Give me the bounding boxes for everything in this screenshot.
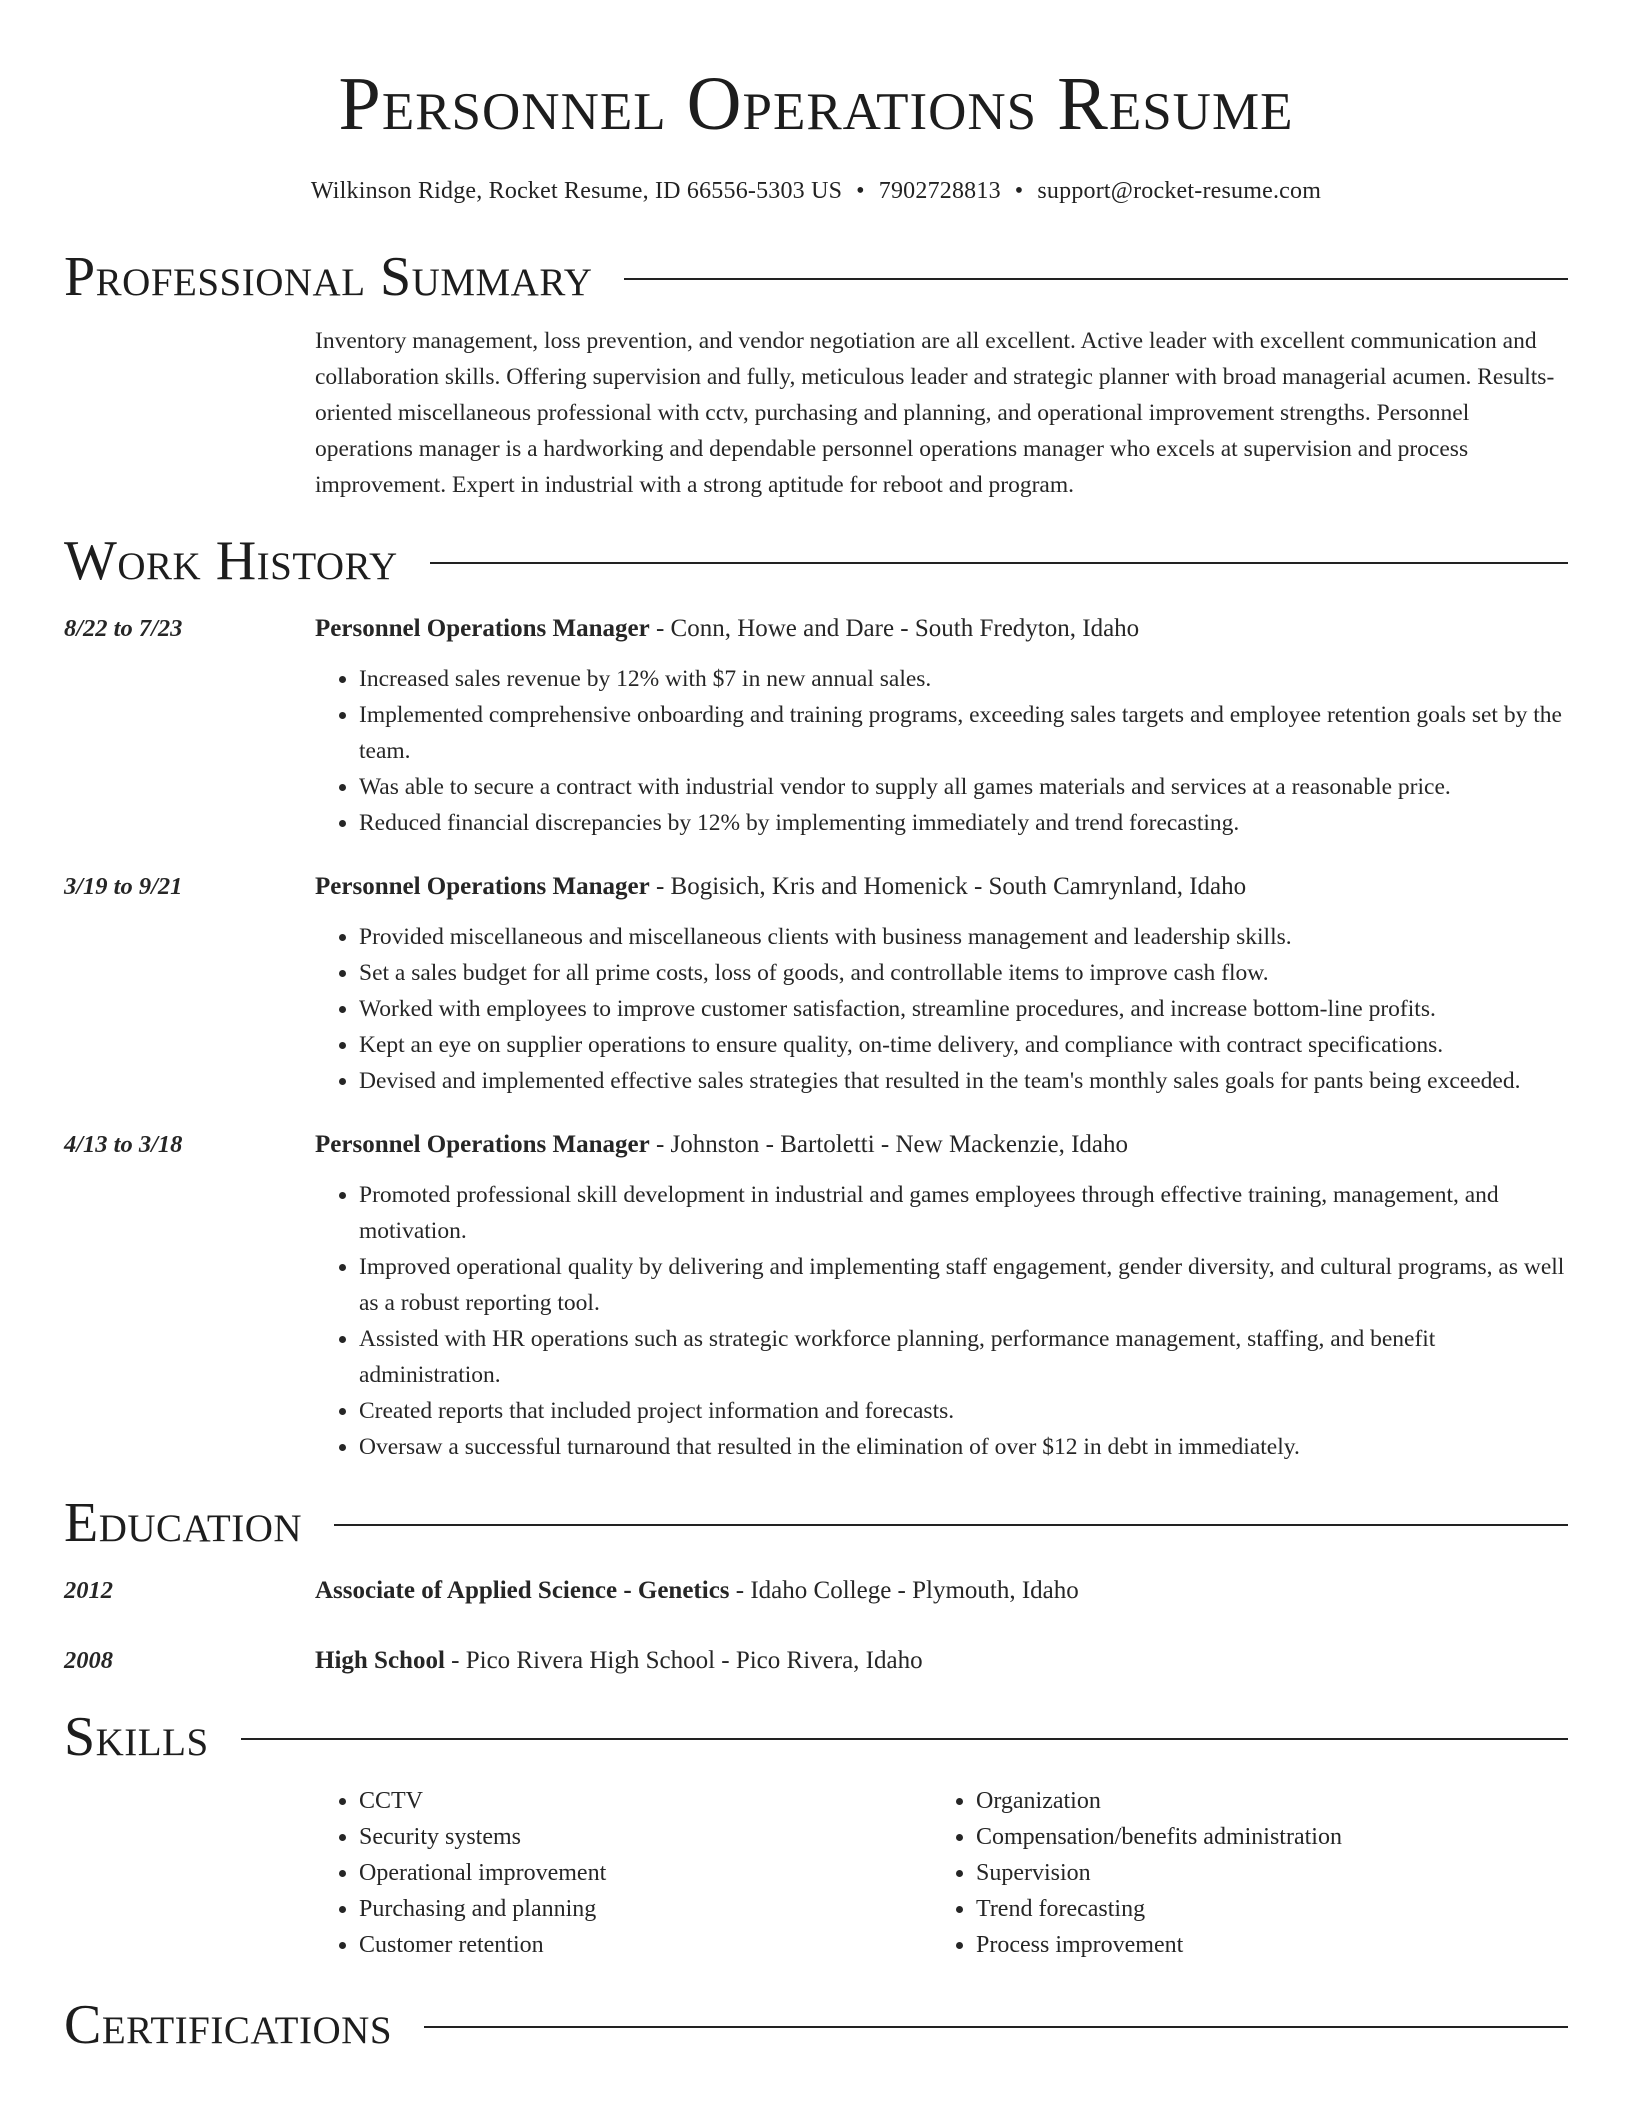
education-degree: High School [315, 1647, 445, 1674]
contact-phone: 7902728813 [878, 178, 1001, 204]
education-entry [64, 1643, 1568, 1679]
work-entry [64, 869, 1568, 1099]
list-item: • Reduced financial discrepancies by 12% by implementing immediately and trend forecasting. [359, 805, 1568, 841]
work-content [315, 611, 1568, 841]
education-list [64, 1573, 1568, 1679]
work-content [315, 1127, 1568, 1465]
list-item: • Was able to secure a contract with industrial vendor to supply all games materials and services at a reasonable price. [359, 769, 1568, 805]
list-item: • Implemented comprehensive onboarding and training programs, exceeding sales targets and employee retention goals set by the team. [359, 697, 1568, 769]
section-header-skills [64, 1706, 1568, 1768]
section-title-certifications: Certifications [64, 1994, 393, 2056]
list-item: • Improved operational quality by delivering and implementing staff engagement, gender diversity, and cultural programs, as well as a robust reporting tool. [359, 1249, 1568, 1321]
education-degree: Associate of Applied Science - Genetics [315, 1577, 730, 1604]
section-header-certifications [64, 1994, 1568, 2056]
section-divider [334, 1524, 1568, 1526]
work-dates: 8/22 to 7/23 [64, 615, 183, 642]
list-item: • Kept an eye on supplier operations to ensure quality, on-time delivery, and compliance with contract specifications. [359, 1027, 1568, 1063]
education-content [315, 1643, 1568, 1679]
job-title: Personnel Operations Manager [315, 1131, 650, 1158]
skill-item: • Purchasing and planning [359, 1891, 932, 1927]
job-employer-location: - Conn, Howe and Dare - South Fredyton, Idaho [649, 615, 1140, 642]
contact-line [64, 178, 1568, 205]
job-bullets [315, 661, 1568, 841]
contact-separator: • [1014, 178, 1024, 204]
education-year: 2008 [64, 1647, 113, 1674]
section-divider [430, 562, 1568, 564]
summary-text: Inventory management, loss prevention, and vendor negotiation are all excellent. Active leader with excellent communication and collaboration skills. Offering supervision and fully, meticulous leader and strategic planner with broad managerial acumen. Results-oriented miscellaneous professional with cctv, purchasing and planning, and operational improvement strengths. Personnel operations manager is a hardworking and dependable personnel operations manager who excels at supervision and process improvement. Expert in industrial with a strong aptitude for reboot and program. [315, 328, 1555, 498]
skills-list-left [315, 1783, 932, 1963]
skill-item: • CCTV [359, 1783, 932, 1819]
skill-item: • Process improvement [976, 1927, 1568, 1963]
skill-item: • Trend forecasting [976, 1891, 1568, 1927]
section-header-education [64, 1492, 1568, 1554]
work-dates: 3/19 to 9/21 [64, 873, 183, 900]
list-item: • Oversaw a successful turnaround that resulted in the elimination of over $12 in debt in immediately. [359, 1429, 1568, 1465]
resume-page [64, 0, 1568, 2056]
work-dates: 4/13 to 3/18 [64, 1131, 183, 1158]
skill-item: • Supervision [976, 1855, 1568, 1891]
contact-address: Wilkinson Ridge, Rocket Resume, ID 66556-5303 US [310, 178, 843, 204]
education-year: 2012 [64, 1577, 113, 1604]
contact-email: support@rocket-resume.com [1037, 178, 1322, 204]
page-title: Personnel Operations Resume [338, 62, 1294, 146]
list-item: • Devised and implemented effective sales strategies that resulted in the team's monthly sales goals for pants being exceeded. [359, 1063, 1568, 1099]
skill-item: • Compensation/benefits administration [976, 1819, 1568, 1855]
work-history-list [64, 611, 1568, 1465]
work-headline [315, 869, 1568, 905]
list-item: • Set a sales budget for all prime costs, loss of goods, and controllable items to improve cash flow. [359, 955, 1568, 991]
education-headline [315, 1643, 1568, 1679]
list-item: • Increased sales revenue by 12% with $7 in new annual sales. [359, 661, 1568, 697]
section-title-work: Work History [64, 530, 398, 592]
job-employer-location: - Johnston - Bartoletti - New Mackenzie, Idaho [649, 1131, 1129, 1158]
contact-separator: • [856, 178, 865, 204]
section-divider [241, 1738, 1568, 1740]
education-content [315, 1573, 1568, 1609]
work-headline [315, 1127, 1568, 1163]
list-item: • Provided miscellaneous and miscellaneous clients with business management and leadership skills. [359, 919, 1568, 955]
work-entry [64, 1127, 1568, 1465]
list-item: • Created reports that included project information and forecasts. [359, 1393, 1568, 1429]
job-bullets [315, 1177, 1568, 1465]
skills-grid [315, 1783, 1568, 1963]
education-entry [64, 1573, 1568, 1609]
skill-item: • Operational improvement [359, 1855, 932, 1891]
section-header-work [64, 530, 1568, 592]
skills-list-right [932, 1783, 1568, 1963]
section-header-summary [64, 246, 1568, 308]
section-title-skills: Skills [64, 1706, 209, 1768]
work-headline [315, 611, 1568, 647]
list-item: • Worked with employees to improve customer satisfaction, streamline procedures, and increase bottom-line profits. [359, 991, 1568, 1027]
list-item: • Promoted professional skill development in industrial and games employees through effective training, management, and motivation. [359, 1177, 1568, 1249]
section-title-summary: Professional Summary [64, 246, 593, 308]
work-entry [64, 611, 1568, 841]
education-school-location: - Pico Rivera High School - Pico Rivera, Idaho [444, 1647, 923, 1674]
section-title-education: Education [64, 1492, 303, 1554]
education-school-location: - Idaho College - Plymouth, Idaho [729, 1577, 1079, 1604]
education-headline [315, 1573, 1568, 1609]
skill-item: • Security systems [359, 1819, 932, 1855]
job-bullets [315, 919, 1568, 1099]
job-employer-location: - Bogisich, Kris and Homenick - South Camrynland, Idaho [649, 873, 1247, 900]
section-divider [624, 278, 1568, 280]
job-title: Personnel Operations Manager [315, 873, 650, 900]
skill-item: • Organization [976, 1783, 1568, 1819]
job-title: Personnel Operations Manager [315, 615, 650, 642]
section-divider [424, 2026, 1568, 2028]
work-content [315, 869, 1568, 1099]
list-item: • Assisted with HR operations such as strategic workforce planning, performance management, staffing, and benefit administration. [359, 1321, 1568, 1393]
skill-item: • Customer retention [359, 1927, 932, 1963]
